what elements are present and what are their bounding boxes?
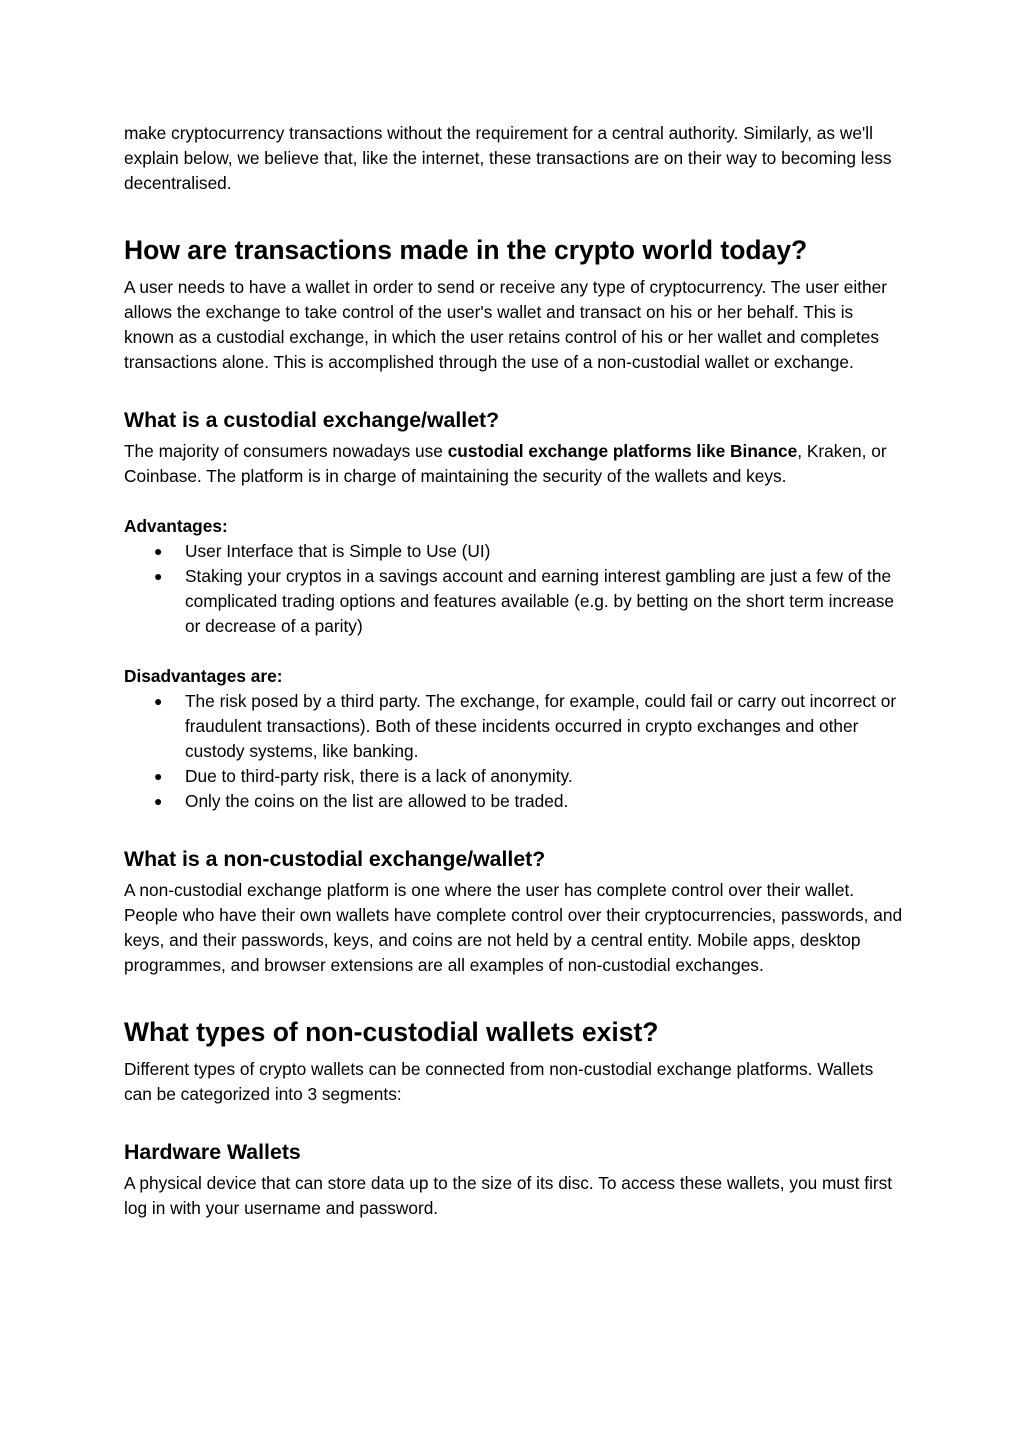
- heading-transactions: How are transactions made in the crypto world today?: [124, 235, 808, 265]
- advantages-label: Advantages:: [124, 516, 228, 536]
- list-item-text: Staking your cryptos in a savings account and earning interest gambling are just a few of the complicated trading options and features available (e.g. by betting on the short term increase or decrease of a parity): [185, 566, 894, 636]
- types-paragraph: Different types of crypto wallets can be connected from non-custodial exchange platforms. Wallets can be categorized into 3 segments:: [124, 1059, 874, 1104]
- list-item: [124, 689, 904, 764]
- bullet-icon: ●: [154, 568, 163, 584]
- list-item: [124, 789, 904, 814]
- heading-noncustodial: What is a non-custodial exchange/wallet?: [124, 847, 546, 871]
- bullet-icon: ●: [154, 693, 163, 709]
- list-item: [124, 564, 904, 639]
- bullet-icon: ●: [154, 543, 163, 559]
- list-item-text: The risk posed by a third party. The exchange, for example, could fail or carry out incorrect or fraudulent transactions). Both of these incidents occurred in crypto exchanges and other custody systems, like banking.: [185, 691, 897, 761]
- custodial-text-pre: The majority of consumers nowadays use: [124, 441, 448, 461]
- bullet-icon: ●: [154, 793, 163, 809]
- noncustodial-paragraph: A non-custodial exchange platform is one where the user has complete control over their wallet. People who have their own wallets have complete control over their cryptocurrencies, passwords, and keys, and their passwords, keys, and coins are not held by a central entity. Mobile apps, desktop programmes, and browser extensions are all examples of non-custodial exchanges.: [124, 880, 903, 975]
- bullet-icon: ●: [154, 768, 163, 784]
- intro-paragraph: make cryptocurrency transactions without the requirement for a central authority. Similarly, as we'll explain below, we believe that, like the internet, these transactions are on their way to becoming less decentralised.: [124, 123, 892, 193]
- list-item-text: Due to third-party risk, there is a lack of anonymity.: [185, 766, 573, 786]
- heading-types: What types of non-custodial wallets exist?: [124, 1017, 659, 1047]
- transactions-paragraph: A user needs to have a wallet in order to send or receive any type of cryptocurrency. The user either allows the exchange to take control of the user's wallet and transact on his or her behalf. This is known as a custodial exchange, in which the user retains control of his or her wallet and completes transactions alone. This is accomplished through the use of a non-custodial wallet or exchange.: [124, 277, 888, 372]
- list-item: [124, 539, 904, 564]
- custodial-text-bold: custodial exchange platforms like Binance: [447, 441, 798, 461]
- custodial-text-post: , Kraken, or Coinbase. The platform is in charge of maintaining the security of the wallets and keys.: [124, 441, 887, 486]
- hardware-paragraph: A physical device that can store data up to the size of its disc. To access these wallets, you must first log in with your username and password.: [124, 1173, 893, 1218]
- custodial-paragraph: [124, 439, 904, 489]
- list-item-text: Only the coins on the list are allowed to be traded.: [185, 791, 569, 811]
- list-item: [124, 764, 904, 789]
- document-page: [124, 121, 904, 1221]
- list-item-text: User Interface that is Simple to Use (UI): [185, 541, 491, 561]
- advantages-list: [124, 539, 904, 639]
- disadvantages-label: Disadvantages are:: [124, 666, 283, 686]
- disadvantages-list: [124, 689, 904, 814]
- heading-hardware: Hardware Wallets: [124, 1140, 301, 1164]
- heading-custodial: What is a custodial exchange/wallet?: [124, 408, 500, 432]
